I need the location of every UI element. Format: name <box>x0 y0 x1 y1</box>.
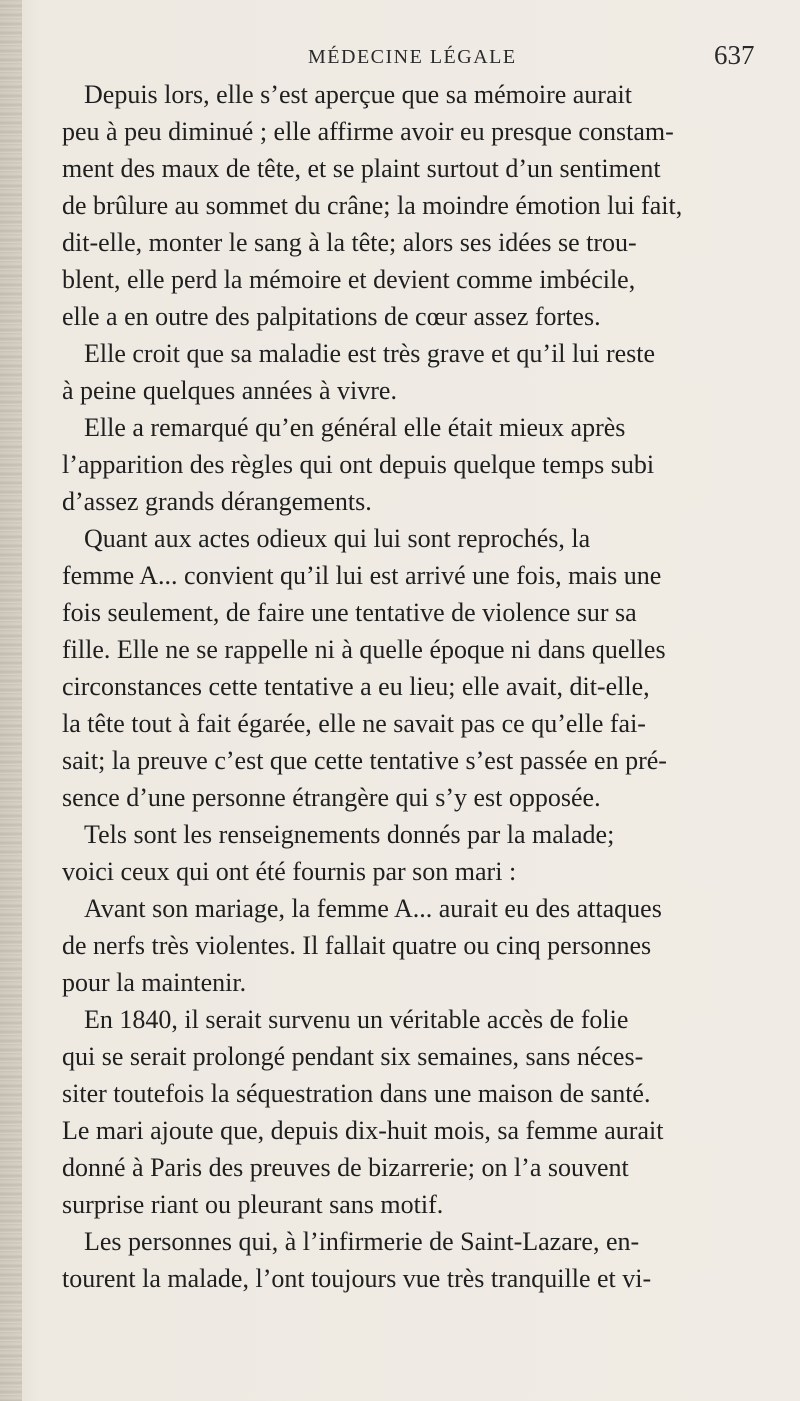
text-line: peu à peu diminué ; elle affirme avoir eu presque constam- <box>62 117 674 146</box>
text-line: femme A... convient qu’il lui est arrivé une fois, mais une <box>62 561 662 590</box>
text-line: à peine quelques années à vivre. <box>62 376 397 405</box>
text-line: Tels sont les renseignements donnés par la malade; <box>84 820 615 849</box>
text-line: blent, elle perd la mémoire et devient comme imbécile, <box>62 265 636 294</box>
page-number: 637 <box>714 40 755 70</box>
page-binding-edge <box>0 0 22 1401</box>
text-line: d’assez grands dérangements. <box>62 487 372 516</box>
text-line: En 1840, il serait survenu un véritable accès de folie <box>84 1005 629 1034</box>
text-line: Quant aux actes odieux qui lui sont reprochés, la <box>84 524 591 553</box>
text-line: voici ceux qui ont été fournis par son mari : <box>62 857 517 886</box>
text-line: donné à Paris des preuves de bizarrerie; on l’a souvent <box>62 1153 629 1182</box>
text-line: siter toutefois la séquestration dans une maison de santé. <box>62 1079 651 1108</box>
text-line: l’apparition des règles qui ont depuis quelque temps subi <box>62 450 655 479</box>
text-line: de brûlure au sommet du crâne; la moindre émotion lui fait, <box>62 191 683 220</box>
text-line: Elle a remarqué qu’en général elle était mieux après <box>84 413 626 442</box>
text-line: elle a en outre des palpitations de cœur assez fortes. <box>62 302 601 331</box>
text-line: fille. Elle ne se rappelle ni à quelle époque ni dans quelles <box>62 635 666 664</box>
running-head <box>0 32 800 72</box>
text-line: circonstances cette tentative a eu lieu; elle avait, dit-elle, <box>62 672 650 701</box>
text-line: dit-elle, monter le sang à la tête; alors ses idées se trou- <box>62 228 637 257</box>
text-line: pour la maintenir. <box>62 968 247 997</box>
text-line: sence d’une personne étrangère qui s’y est opposée. <box>62 783 601 812</box>
running-title: MÉDECINE LÉGALE <box>308 46 517 68</box>
text-line: ment des maux de tête, et se plaint surtout d’un sentiment <box>62 154 661 183</box>
text-line: Depuis lors, elle s’est aperçue que sa mémoire aurait <box>84 80 632 109</box>
text-line: sait; la preuve c’est que cette tentative s’est passée en pré- <box>62 746 667 775</box>
text-line: tourent la malade, l’ont toujours vue très tranquille et vi- <box>62 1264 652 1293</box>
text-line: qui se serait prolongé pendant six semaines, sans néces- <box>62 1042 644 1071</box>
text-line: la tête tout à fait égarée, elle ne savait pas ce qu’elle fai- <box>62 709 646 738</box>
text-line: surprise riant ou pleurant sans motif. <box>62 1190 444 1219</box>
text-line: de nerfs très violentes. Il fallait quatre ou cinq personnes <box>62 931 652 960</box>
text-line: fois seulement, de faire une tentative de violence sur sa <box>62 598 637 627</box>
body-text <box>62 76 752 1297</box>
text-line: Elle croit que sa maladie est très grave et qu’il lui reste <box>84 339 656 368</box>
text-line: Les personnes qui, à l’infirmerie de Saint-Lazare, en- <box>84 1227 640 1256</box>
text-line: Avant son mariage, la femme A... aurait eu des attaques <box>84 894 662 923</box>
text-line: Le mari ajoute que, depuis dix-huit mois, sa femme aurait <box>62 1116 664 1145</box>
